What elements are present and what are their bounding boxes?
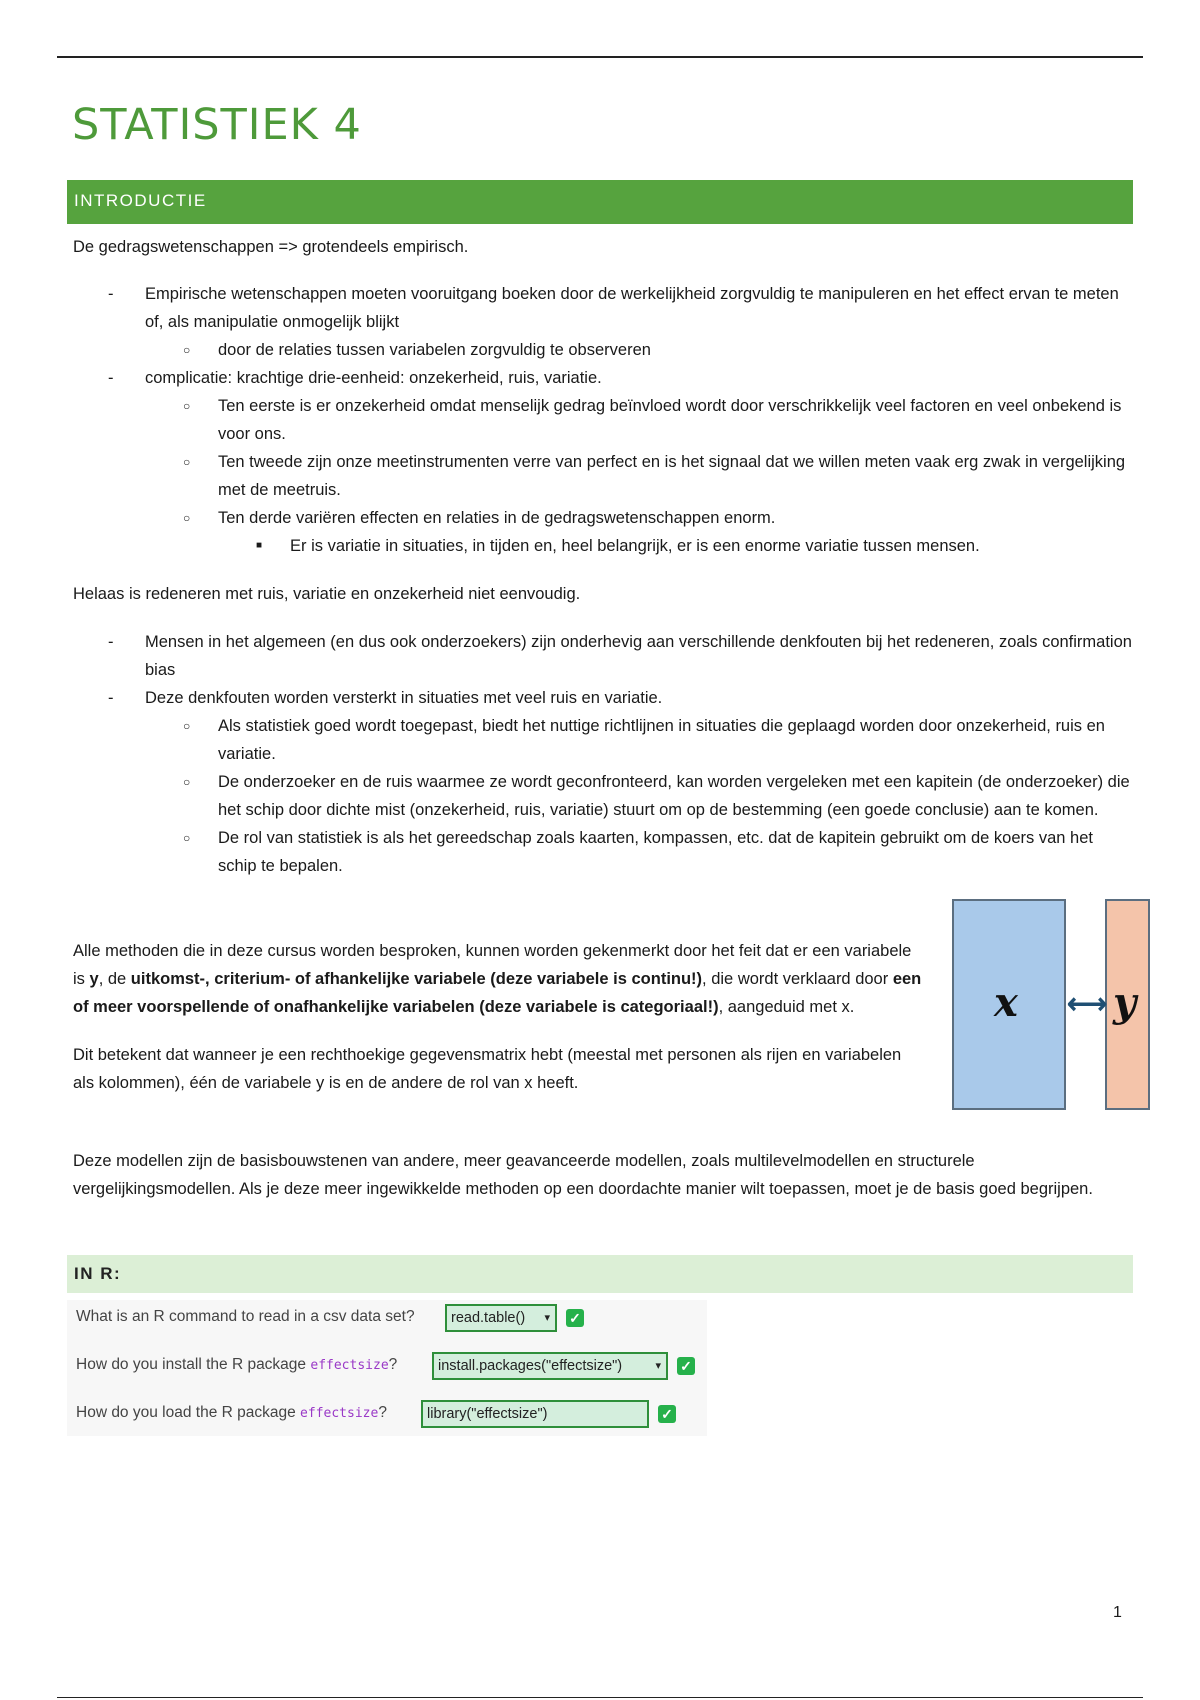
correct-check-icon: ✓ [566, 1309, 584, 1327]
bottom-rule [57, 1697, 1143, 1698]
quiz-answer-2-select[interactable]: install.packages("effectsize") ▾ [432, 1352, 668, 1380]
quiz-question-3: How do you load the R package effectsize? [76, 1404, 387, 1421]
list-item: ■ Er is variatie in situaties, in tijden en, heel belangrijk, er is een enorme variatie tussen mensen. [73, 532, 1133, 560]
circle-bullet-icon: ○ [183, 343, 191, 357]
quiz-answer-3-input[interactable]: library("effectsize") [421, 1400, 649, 1428]
square-bullet-icon: ■ [256, 540, 263, 551]
list-item: - Mensen in het algemeen (en dus ook onderzoekers) zijn onderhevig aan verschillende denkfouten bij het redeneren, zoals confirmation bias [73, 628, 1133, 684]
list-item: ○ De rol van statistiek is als het gereedschap zoals kaarten, kompassen, etc. dat de kapitein gebruikt om de koers van het schip te bepalen. [73, 824, 1133, 880]
page-number: 1 [1113, 1604, 1122, 1621]
xy-diagram [952, 899, 1150, 1113]
models-paragraph: Deze modellen zijn de basisbouwstenen van andere, meer geavanceerde modellen, zoals multilevelmodellen en structurele vergelijkingsmodellen. Als je deze meer ingewikkelde methoden op een doordachte manier wilt toepassen, moet je de basis goed begrijpen. [73, 1152, 1093, 1198]
quiz-question-2: How do you install the R package effectsize? [76, 1356, 398, 1373]
quiz-question-1: What is an R command to read in a csv data set? [76, 1308, 415, 1325]
dash-bullet: - [108, 285, 114, 303]
correct-check-icon: ✓ [658, 1405, 676, 1423]
list-item: ○ Ten tweede zijn onze meetinstrumenten verre van perfect en is het signaal dat we willen meten vaak erg zwak in vergelijking met de meetruis. [73, 448, 1133, 504]
r-quiz [67, 1300, 707, 1436]
list-item: - Deze denkfouten worden versterkt in situaties met veel ruis en variatie. [73, 684, 1133, 712]
matrix-paragraph: Dit betekent dat wanneer je een rechthoekige gegevensmatrix hebt (meestal met personen als rijen en variabelen als kolommen), één de variabele y is en de andere de rol van x heeft. [73, 1046, 902, 1092]
list-item: - Empirische wetenschappen moeten vooruitgang boeken door de werkelijkheid zorgvuldig te manipuleren en het effect ervan te meten of, als manipulatie onmogelijk blijkt [73, 280, 1133, 336]
section-header-introductie: INTRODUCTIE [67, 180, 1133, 224]
intro-content [73, 233, 1133, 880]
chevron-down-icon: ▾ [544, 1312, 550, 1324]
list-item: - complicatie: krachtige drie-eenheid: onzekerheid, ruis, variatie. [73, 364, 1133, 392]
list-item: ○ Als statistiek goed wordt toegepast, biedt het nuttige richtlijnen in situaties die geplaagd worden door onzekerheid, ruis en variatie. [73, 712, 1133, 768]
list-item: ○ Ten derde variëren effecten en relaties in de gedragswetenschappen enorm. [73, 504, 1133, 532]
methods-paragraph: Alle methoden die in deze cursus worden besproken, kunnen worden gekenmerkt door het feit dat er een variabele is y, de uitkomst-, criterium- of afhankelijke variabele (deze variabele is continu!), die wordt verklaard door een of meer voorspellende of onafhankelijke variabelen (deze variabele is categoriaal!), aangeduid met x. [73, 942, 922, 1016]
top-rule [57, 56, 1143, 58]
circle-bullet-icon: ○ [183, 775, 191, 789]
circle-bullet-icon: ○ [183, 455, 191, 469]
y-label: y [1113, 979, 1137, 1026]
models-content [73, 1147, 1133, 1203]
dash-bullet: - [108, 633, 114, 651]
list-item: ○ De onderzoeker en de ruis waarmee ze wordt geconfronteerd, kan worden vergeleken met een kapitein (de onderzoeker) die het schip door dichte mist (onzekerheid, ruis, variatie) stuurt om op de bestemming (een goede conclusie) aan te komen. [73, 768, 1133, 824]
dash-bullet: - [108, 689, 114, 707]
list-2 [73, 628, 1133, 880]
circle-bullet-icon: ○ [183, 719, 191, 733]
section-header-in-r: IN R: [67, 1255, 1133, 1293]
correct-check-icon: ✓ [677, 1357, 695, 1375]
methods-content [73, 937, 923, 1097]
chevron-down-icon: ▾ [655, 1360, 661, 1372]
intro-paragraph: De gedragswetenschappen => grotendeels empirisch. [73, 238, 469, 256]
x-label: x [994, 979, 1018, 1026]
list-item: ○ Ten eerste is er onzekerheid omdat menselijk gedrag beïnvloed wordt door verschrikkelijk veel factoren en veel onbekend is voor ons. [73, 392, 1133, 448]
list-1 [73, 280, 1133, 560]
circle-bullet-icon: ○ [183, 511, 191, 525]
double-arrow-icon: ⟷ [1067, 988, 1108, 1019]
helaas-paragraph: Helaas is redeneren met ruis, variatie en onzekerheid niet eenvoudig. [73, 585, 581, 603]
quiz-answer-1-select[interactable]: read.table() ▾ [445, 1304, 557, 1332]
dash-bullet: - [108, 369, 114, 387]
page-title: STATISTIEK 4 [72, 100, 362, 150]
list-item: ○ door de relaties tussen variabelen zorgvuldig te observeren [73, 336, 1133, 364]
circle-bullet-icon: ○ [183, 831, 191, 845]
circle-bullet-icon: ○ [183, 399, 191, 413]
